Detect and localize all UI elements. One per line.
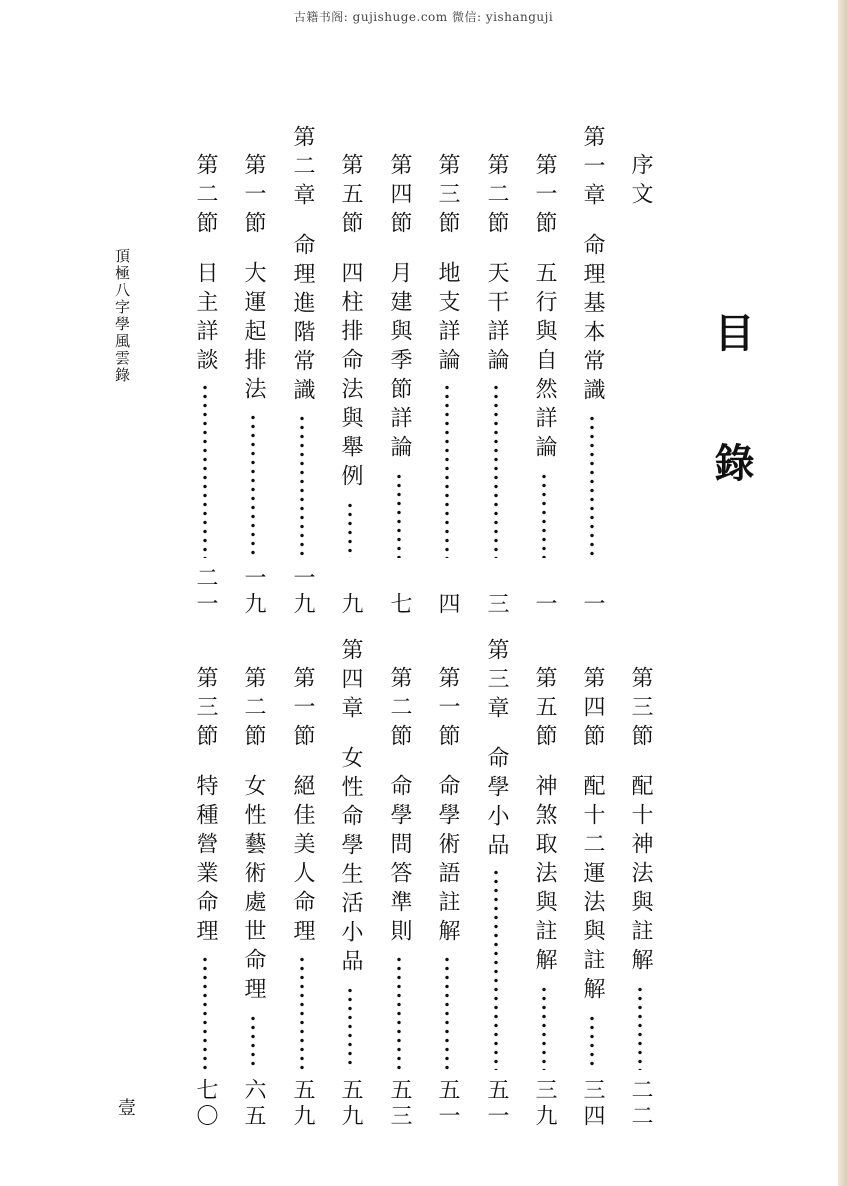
- toc-entry-label: 第四節: [580, 666, 605, 753]
- toc-entry-leader-dots: [493, 868, 499, 1070]
- toc-entry-title: 配十神法與註解: [628, 774, 653, 977]
- toc-entry-title: 五行與自然詳論: [532, 261, 557, 464]
- toc-entry-leader-dots: [493, 383, 499, 558]
- toc-entry: [432, 666, 462, 1130]
- toc-entry: [384, 666, 414, 1130]
- toc-entry: [577, 666, 607, 1130]
- toc-entry: [238, 666, 268, 1130]
- toc-entry-label: 第二節: [484, 153, 509, 240]
- watermark: 古籍书阁: gujishuge.com 微信: yishanguji: [293, 10, 554, 24]
- toc-entry-page: 二一: [193, 566, 218, 618]
- toc-entry-page: 一九: [241, 566, 266, 618]
- toc-entry-page: 四: [435, 592, 460, 618]
- toc-entry-leader-dots: [637, 985, 643, 1071]
- toc-entry: [384, 153, 414, 618]
- toc-entry-page: 五三: [387, 1078, 412, 1130]
- toc-entry-label: 第一章: [580, 125, 605, 212]
- toc-entry-label: 第二節: [241, 666, 266, 753]
- toc-entry-leader-dots: [250, 1014, 256, 1070]
- toc-entry-page: 五一: [435, 1078, 460, 1130]
- toc-entry-label: 第五節: [338, 153, 363, 240]
- toc-entry-leader-dots: [444, 383, 450, 558]
- toc-title-mu: 目: [708, 312, 755, 352]
- toc-entry-leader-dots: [444, 955, 450, 1070]
- page-edge: [838, 0, 847, 1186]
- toc-entry-page: 二二: [628, 1078, 653, 1130]
- toc-entry: [190, 666, 220, 1130]
- toc-entry-title: 地支詳論: [435, 261, 460, 377]
- toc-entry-title: 命學術語註解: [435, 774, 460, 948]
- toc-entry-leader-dots: [541, 985, 547, 1071]
- toc-entry-page: 三九: [532, 1078, 557, 1130]
- toc-entry-page: 一: [580, 592, 605, 618]
- toc-entry-label: 第二節: [387, 666, 412, 753]
- toc-entry-page: 一: [532, 592, 557, 618]
- toc-entry-label: 第一節: [532, 153, 557, 240]
- toc-entry-page: 五九: [338, 1078, 363, 1130]
- toc-entry-label: 第一節: [290, 666, 315, 753]
- toc-entry-leader-dots: [541, 472, 547, 559]
- toc-entry-label: 第三節: [435, 153, 460, 240]
- page-number: 壹: [115, 1098, 136, 1118]
- toc-entry-label: 第二節: [193, 153, 218, 240]
- toc-title-lu: 錄: [708, 442, 755, 482]
- toc-entry-title: 絕佳美人命理: [290, 774, 315, 948]
- toc-entry-leader-dots: [250, 413, 256, 559]
- toc-entry: [625, 153, 655, 618]
- toc-entry-title: 四柱排命法與舉例: [338, 261, 363, 493]
- toc-entry: [577, 125, 607, 618]
- toc-entry-title: 神煞取法與註解: [532, 774, 557, 977]
- toc-entry: [481, 638, 511, 1130]
- toc-entry-label: 第四節: [387, 153, 412, 240]
- toc-entry-title: 大運起排法: [241, 261, 266, 406]
- toc-entry-title: 日主詳談: [193, 261, 218, 377]
- toc-entry-leader-dots: [589, 414, 595, 558]
- toc-entry-leader-dots: [396, 955, 402, 1070]
- toc-entry-title: 特種營業命理: [193, 774, 218, 948]
- toc-entry-title: 月建與季節詳論: [387, 261, 412, 464]
- toc-entry-title: 命學小品: [484, 746, 509, 862]
- toc-entry: [529, 666, 559, 1130]
- toc-entry-page: 一九: [290, 566, 315, 618]
- toc-entry: [625, 666, 655, 1130]
- toc-entry-label: 第一節: [435, 666, 460, 753]
- toc-entry-page: 六五: [241, 1078, 266, 1130]
- toc-entry: [190, 153, 220, 618]
- toc-entry-title: 命學問答準則: [387, 774, 412, 948]
- toc-entry-page: 七〇: [193, 1078, 218, 1130]
- toc-entry-leader-dots: [589, 1014, 595, 1070]
- toc-entry-title: 女性藝術處世命理: [241, 774, 266, 1006]
- toc-entry-page: 三四: [580, 1078, 605, 1130]
- toc-entry-leader-dots: [347, 986, 353, 1070]
- toc-entry: [432, 153, 462, 618]
- toc-entry-leader-dots: [347, 501, 353, 558]
- toc-entry-page: 三: [484, 592, 509, 618]
- toc-entry-page: 五一: [484, 1078, 509, 1130]
- toc-entry: [481, 153, 511, 618]
- book-title: 頂極八字學風雲錄: [113, 248, 131, 384]
- toc-entry-leader-dots: [299, 414, 305, 558]
- toc-entry-title: 配十二運法與註解: [580, 774, 605, 1006]
- toc-entry-label: 第二章: [290, 125, 315, 212]
- toc-entry: [238, 153, 268, 618]
- toc-entry-leader-dots: [396, 472, 402, 559]
- toc-entry-page: 七: [387, 592, 412, 618]
- toc-entry-page: 五九: [290, 1078, 315, 1130]
- toc-entry-title: 女性命學生活小品: [338, 746, 363, 978]
- toc-entry-title: 天干詳論: [484, 261, 509, 377]
- toc-entry-page: 九: [338, 592, 363, 618]
- toc-entry-label: 第四章: [338, 638, 363, 725]
- toc-entry-leader-dots: [202, 383, 208, 558]
- toc-entry-label: 第三章: [484, 638, 509, 725]
- toc-entry: [287, 666, 317, 1130]
- toc-entry-label: 第五節: [532, 666, 557, 753]
- toc-entry-label: 序文: [628, 153, 653, 211]
- toc-entry-label: 第三節: [628, 666, 653, 753]
- toc-entry-leader-dots: [299, 955, 305, 1070]
- toc-entry: [529, 153, 559, 618]
- toc-entry-label: 第一節: [241, 153, 266, 240]
- toc-entry-label: 第三節: [193, 666, 218, 753]
- toc-entry: [287, 125, 317, 618]
- toc-entry: [335, 153, 365, 618]
- toc-entry: [335, 638, 365, 1130]
- toc-entry-title: 命理基本常識: [580, 233, 605, 407]
- toc-entry-leader-dots: [202, 955, 208, 1070]
- toc-entry-title: 命理進階常識: [290, 233, 315, 407]
